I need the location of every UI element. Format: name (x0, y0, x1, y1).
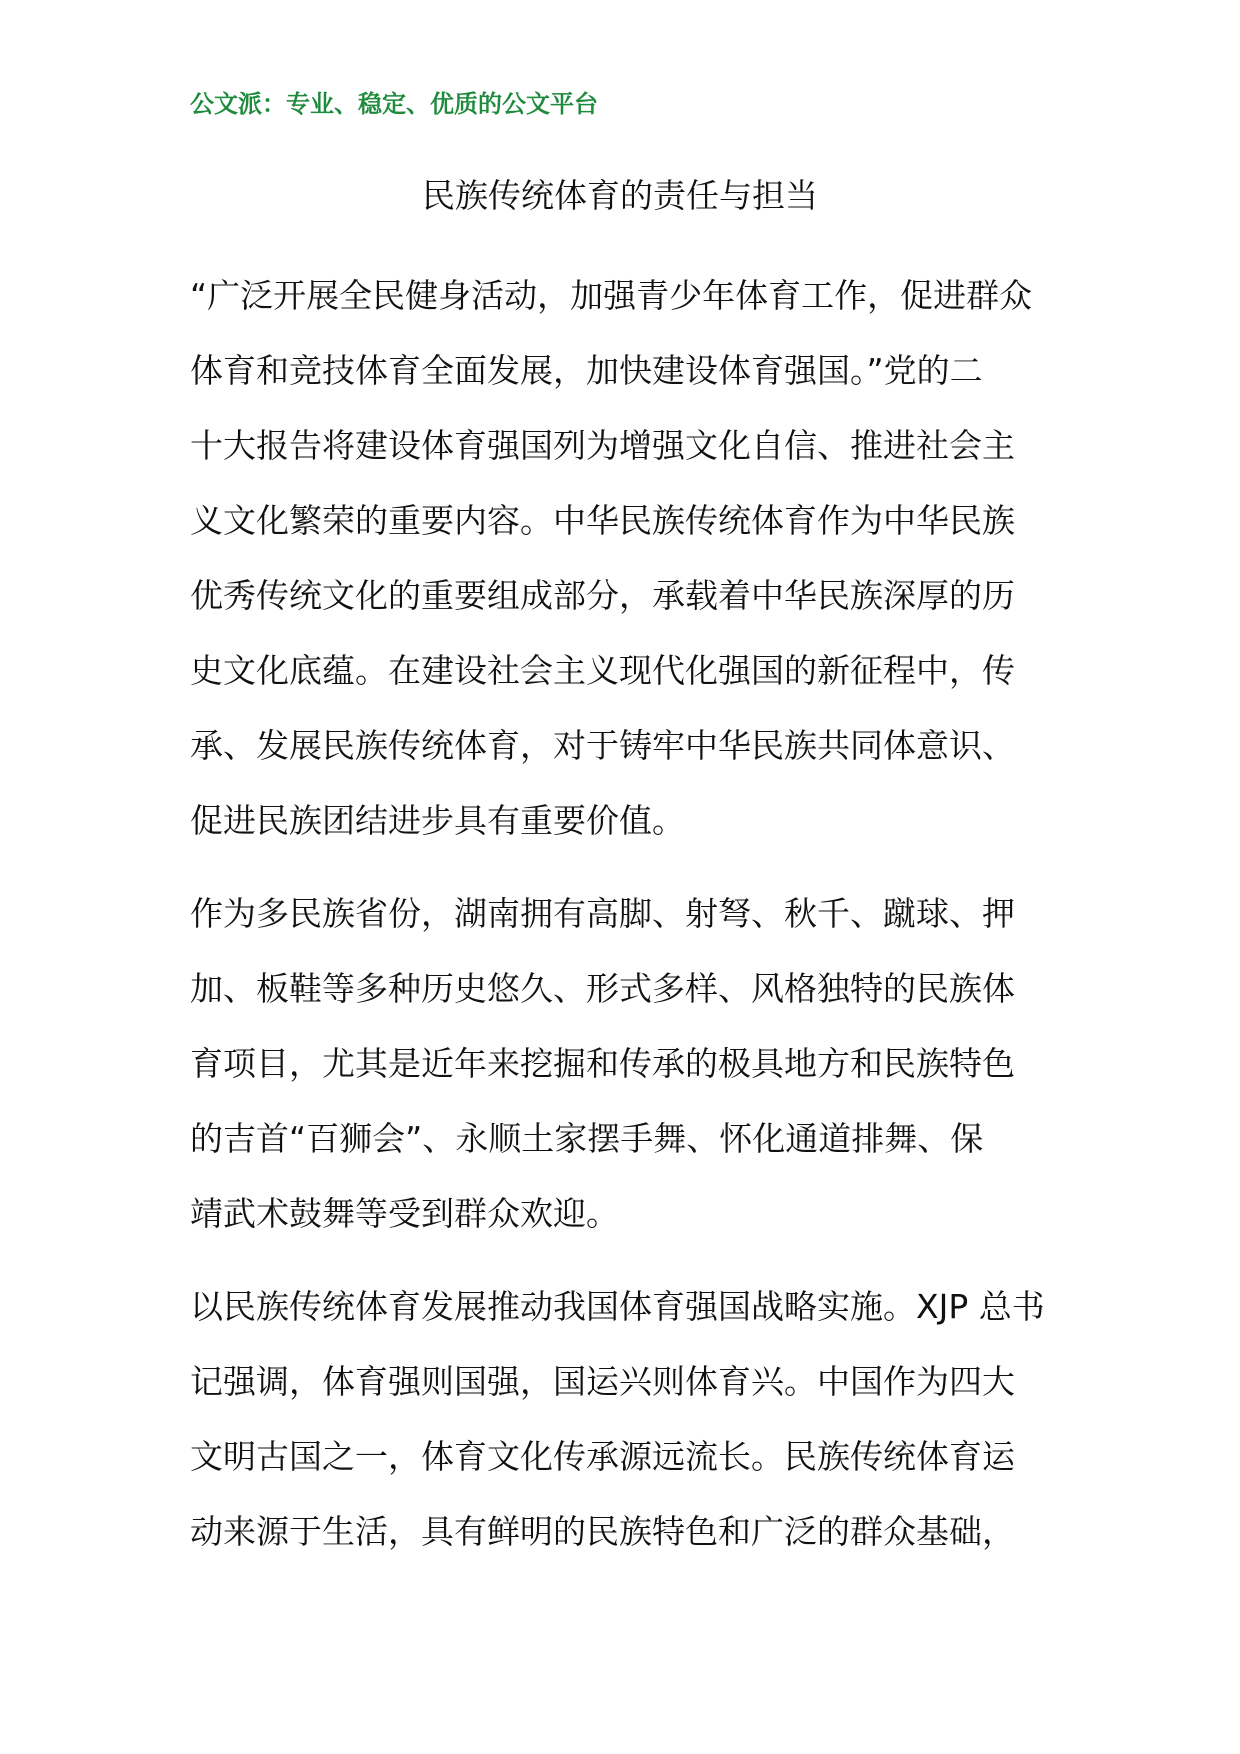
paragraph-2 (190, 876, 1060, 1251)
text-line: 体育和竞技体育全面发展，加快建设体育强国。”党的二 (190, 351, 983, 390)
text-line: 优秀传统文化的重要组成部分，承载着中华民族深厚的历 (190, 576, 1015, 615)
paragraph-1 (190, 258, 1060, 858)
text-line: 作为多民族省份，湖南拥有高脚、射弩、秋千、蹴球、押 (190, 894, 1015, 933)
text-line: 记强调，体育强则国强，国运兴则体育兴。中国作为四大 (190, 1362, 1015, 1401)
text-line: 史文化底蕴。在建设社会主义现代化强国的新征程中，传 (190, 651, 1015, 690)
text-line: 以民族传统体育发展推动我国体育强国战略实施。XJP 总书 (190, 1287, 1045, 1326)
text-line: 义文化繁荣的重要内容。中华民族传统体育作为中华民族 (190, 501, 1015, 540)
paragraph-3 (190, 1269, 1060, 1569)
text-line: 承、发展民族传统体育，对于铸牢中华民族共同体意识、 (190, 726, 1015, 765)
text-line: 的吉首“百狮会”、永顺土家摆手舞、怀化通道排舞、保 (190, 1119, 984, 1158)
document-title: 民族传统体育的责任与担当 (422, 176, 818, 215)
text-line: 育项目，尤其是近年来挖掘和传承的极具地方和民族特色 (190, 1044, 1015, 1083)
text-line: 动来源于生活，具有鲜明的民族特色和广泛的群众基础， (190, 1512, 1015, 1551)
text-line: 十大报告将建设体育强国列为增强文化自信、推进社会主 (190, 426, 1015, 465)
document-body (190, 258, 1060, 1587)
text-line: 文明古国之一，体育文化传承源远流长。民族传统体育运 (190, 1437, 1015, 1476)
text-line: 促进民族团结进步具有重要价值。 (190, 801, 685, 840)
text-line: “广泛开展全民健身活动，加强青少年体育工作，促进群众 (190, 276, 1033, 315)
platform-header: 公文派：专业、稳定、优质的公文平台 (190, 90, 598, 118)
text-line: 加、板鞋等多种历史悠久、形式多样、风格独特的民族体 (190, 969, 1015, 1008)
text-line: 靖武术鼓舞等受到群众欢迎。 (190, 1194, 619, 1233)
